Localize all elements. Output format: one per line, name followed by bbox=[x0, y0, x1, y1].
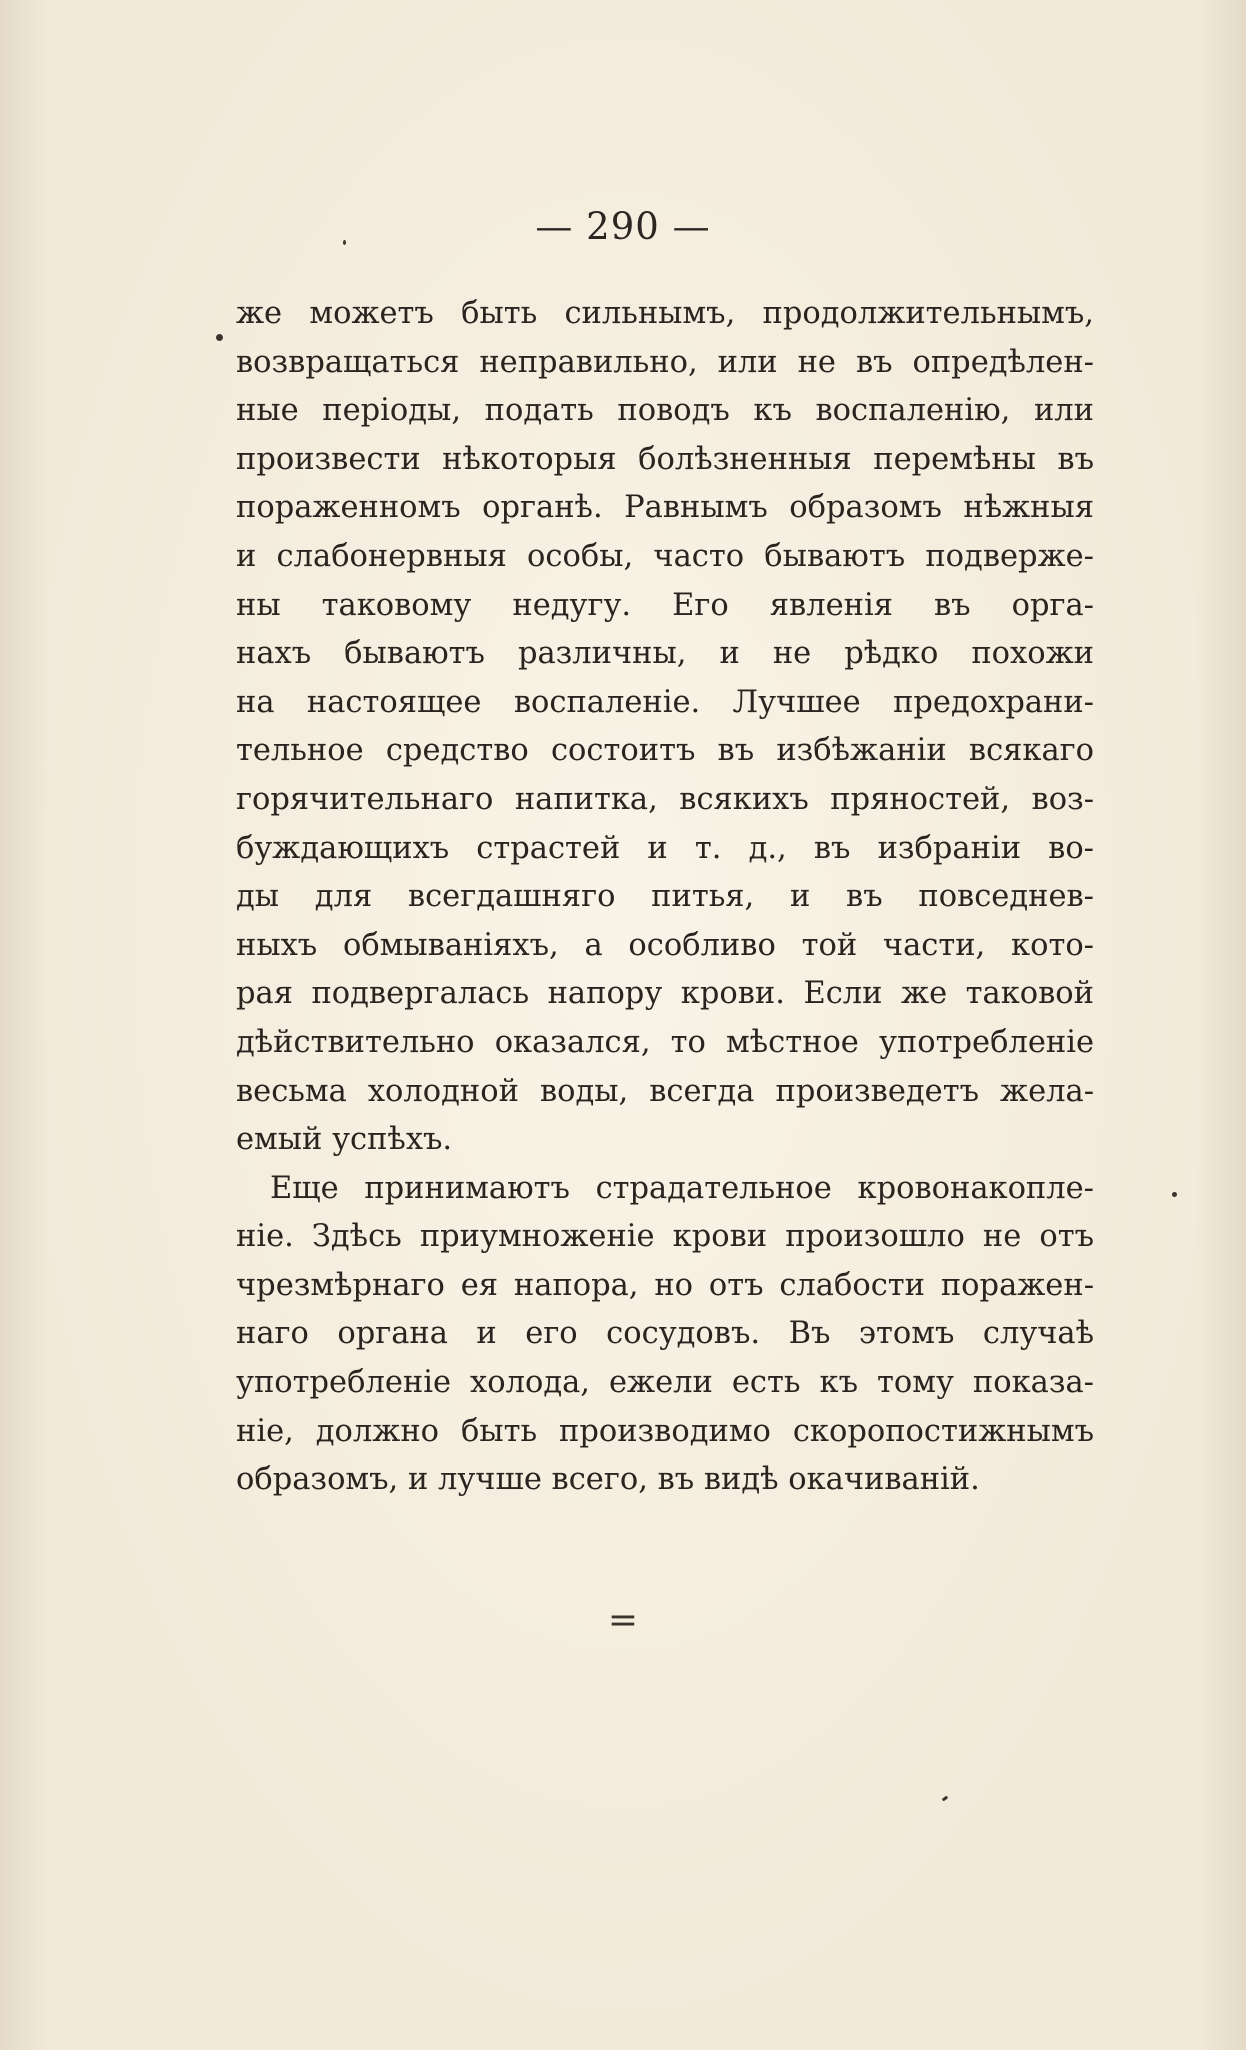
text-line: ныхъ обмываніяхъ, а особливо той части, кото- bbox=[236, 927, 1094, 963]
text-line: весьма холодной воды, всегда произведетъ жела- bbox=[236, 1073, 1094, 1109]
text-line: рая подвергалась напору крови. Если же таковой bbox=[236, 976, 1094, 1012]
text-line: наго органа и его сосудовъ. Въ этомъ случаѣ bbox=[236, 1316, 1094, 1352]
text-line: Еще принимаютъ страдательное кровонакопле- bbox=[270, 1170, 1094, 1206]
text-line: горячительнаго напитка, всякихъ пряностей, воз- bbox=[236, 781, 1094, 817]
text-line: образомъ, и лучше всего, въ видѣ окачиваній. bbox=[236, 1462, 980, 1498]
text-line: же можетъ быть сильнымъ, продолжительнымъ, bbox=[236, 296, 1094, 331]
text-line: произвести нѣкоторыя болѣзненныя перемѣны въ bbox=[236, 441, 1094, 477]
text-line: пораженномъ органѣ. Равнымъ образомъ нѣжныя bbox=[236, 490, 1094, 526]
text-line: нахъ бываютъ различны, и не рѣдко похожи bbox=[236, 636, 1094, 672]
text-line: употребленіе холода, ежели есть къ тому показа- bbox=[236, 1365, 1094, 1401]
ink-speck bbox=[942, 1796, 949, 1802]
text-line: ніе. Здѣсь приумноженіе крови произошло не отъ bbox=[236, 1219, 1094, 1255]
text-line: емый успѣхъ. bbox=[236, 1122, 453, 1158]
text-line: чрезмѣрнаго ея напора, но отъ слабости поражен- bbox=[236, 1267, 1094, 1303]
page-number: — 290 — bbox=[535, 205, 711, 248]
text-line: ды для всегдашняго питья, и въ повседнев- bbox=[236, 879, 1094, 915]
text-line: на настоящее воспаленіе. Лучшее предохрани- bbox=[236, 684, 1094, 720]
ink-speck bbox=[343, 240, 346, 245]
text-line: и слабонервныя особы, часто бываютъ подверже- bbox=[236, 538, 1094, 574]
ink-speck bbox=[216, 334, 223, 341]
text-line: возвращаться неправильно, или не въ опредѣлен- bbox=[236, 344, 1094, 380]
text-line: дѣйствительно оказался, то мѣстное употребленіе bbox=[236, 1024, 1094, 1060]
text-line: буждающихъ страстей и т. д., въ избраніи во- bbox=[236, 830, 1094, 866]
text-line: ные періоды, подать поводъ къ воспаленію, или bbox=[236, 393, 1094, 429]
text-line: ніе, должно быть производимо скоропостижнымъ bbox=[236, 1413, 1094, 1449]
body-text bbox=[236, 290, 1094, 1505]
end-ornament: = bbox=[607, 1600, 639, 1641]
ink-speck bbox=[1172, 1192, 1177, 1197]
text-line: тельное средство состоитъ въ избѣжаніи всякаго bbox=[236, 733, 1094, 769]
text-line: ны таковому недугу. Его явленія въ орга- bbox=[236, 587, 1094, 623]
